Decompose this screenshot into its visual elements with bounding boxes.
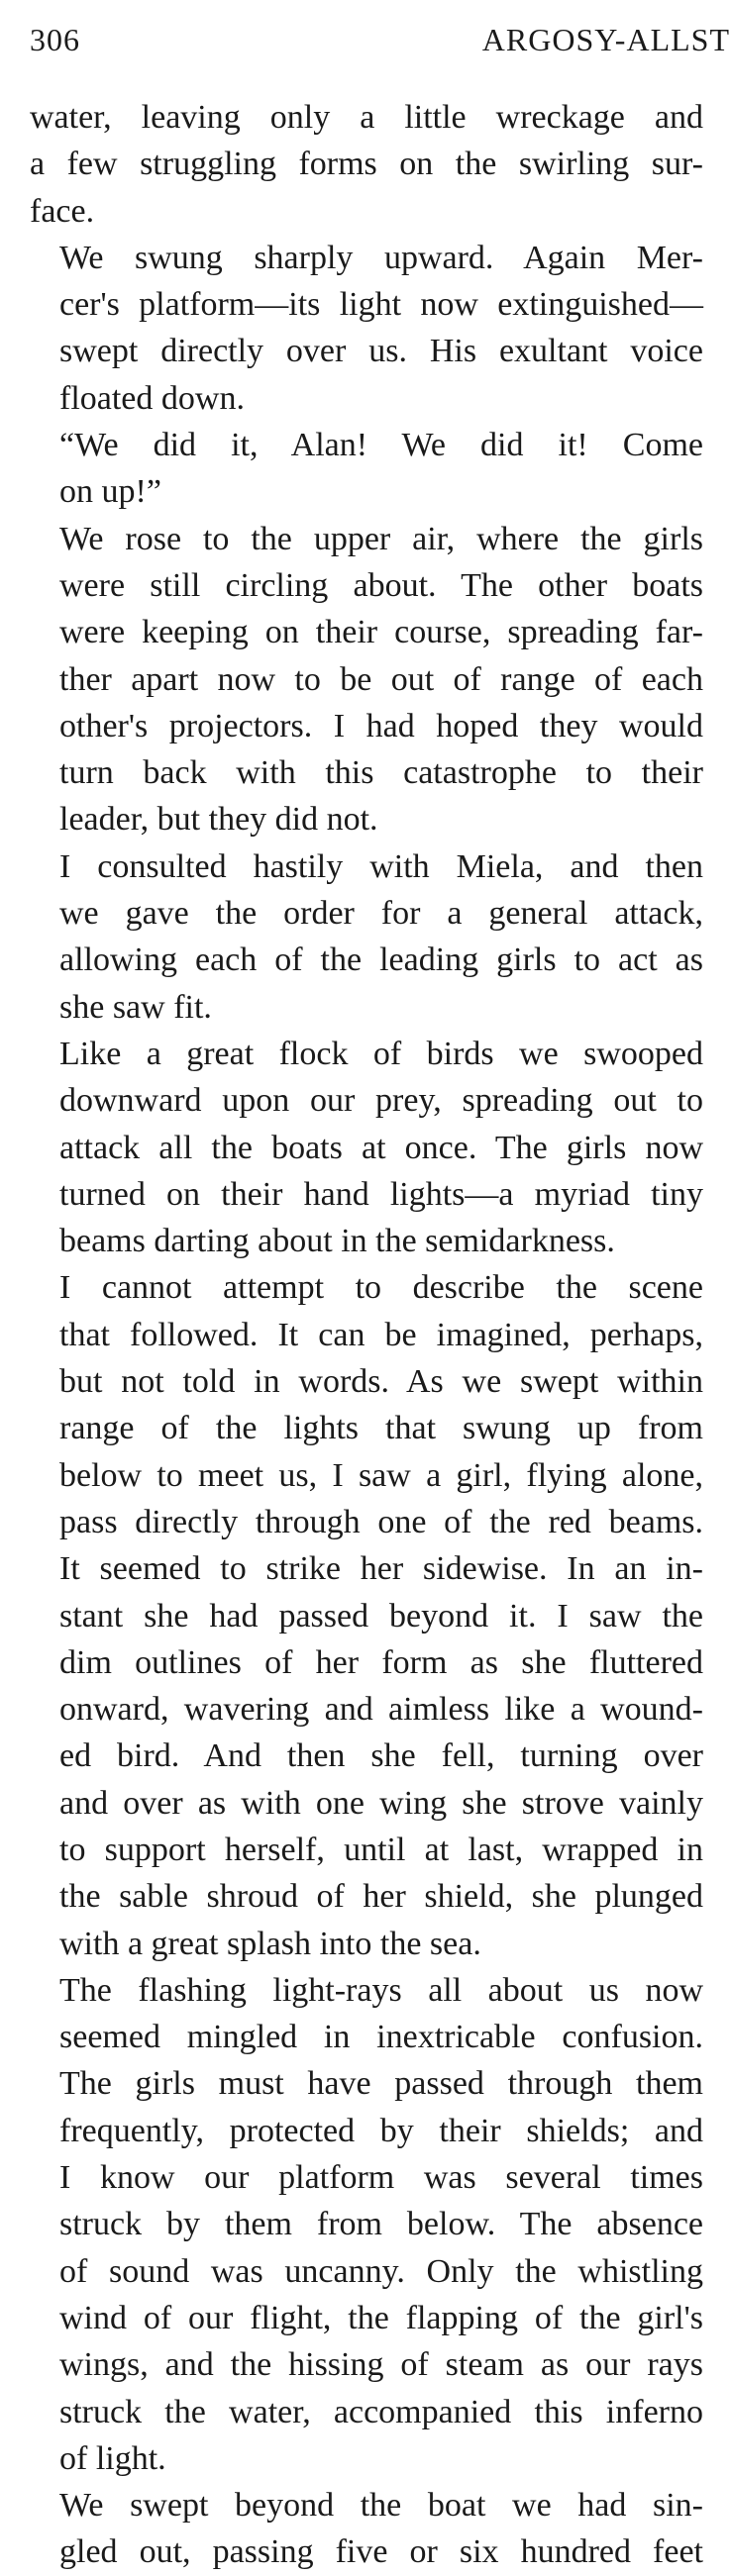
text-line: but not told in words. As we swept within — [59, 1363, 703, 1401]
text-line: range of the lights that swung up from — [59, 1410, 703, 1447]
text-line: ed bird. And then she fell, turning over — [59, 1737, 703, 1775]
text-line: floated down. — [59, 379, 245, 417]
text-line: turned on their hand lights—a myriad tiny — [59, 1175, 703, 1213]
text-line: I consulted hastily with Miela, and then — [59, 847, 703, 885]
text-line: pass directly through one of the red beams. — [59, 1503, 703, 1540]
paragraph — [30, 1031, 703, 1264]
text-line: cer's platform—its light now extinguished— — [59, 286, 703, 324]
text-line: It seemed to strike her sidewise. In an in- — [59, 1550, 703, 1588]
text-line: with a great splash into the sea. — [59, 1925, 481, 1962]
text-line: Like a great flock of birds we swooped — [59, 1035, 703, 1072]
text-line: she saw fit. — [59, 988, 212, 1026]
text-line: below to meet us, I saw a girl, flying alone, — [59, 1456, 703, 1494]
text-line: dim outlines of her form as she fluttered — [59, 1643, 703, 1681]
text-line: “We did it, Alan! We did it! Come — [59, 427, 703, 464]
text-line: struck the water, accompanied this inferno — [59, 2393, 703, 2430]
text-line: of sound was uncanny. Only the whistling — [59, 2252, 703, 2290]
text-line: frequently, protected by their shields; and — [59, 2112, 703, 2149]
text-line: face. — [30, 192, 95, 230]
text-line: leader, but they did not. — [59, 801, 378, 839]
text-line: downward upon our prey, spreading out to — [59, 1082, 703, 1120]
text-line: swept directly over us. His exultant voice — [59, 333, 703, 370]
text-line: ther apart now to be out of range of each — [59, 660, 703, 698]
text-line: a few struggling forms on the swirling sur- — [30, 146, 703, 183]
text-line: wind of our flight, the flapping of the girl's — [59, 2299, 703, 2336]
text-line: that followed. It can be imagined, perhaps, — [59, 1316, 703, 1353]
text-line: seemed mingled in inextricable confusion. — [59, 2019, 703, 2056]
text-line: were keeping on their course, spreading far- — [59, 614, 703, 651]
paragraph — [30, 1967, 703, 2482]
running-head: ARGOSY-ALLST — [481, 22, 730, 57]
text-line: We swung sharply upward. Again Mer- — [59, 239, 703, 276]
text-column — [30, 94, 703, 2576]
paragraph — [30, 1264, 703, 1966]
text-line: I cannot attempt to describe the scene — [59, 1269, 703, 1307]
page-number: 306 — [30, 22, 80, 57]
text-line: The girls must have passed through them — [59, 2065, 703, 2103]
text-line: and over as with one wing she strove vainly — [59, 1784, 703, 1822]
text-line: We swept beyond the boat we had sin- — [59, 2487, 703, 2525]
text-line: wings, and the hissing of steam as our rays — [59, 2346, 703, 2384]
text-line: we gave the order for a general attack, — [59, 895, 703, 933]
text-line: struck by them from below. The absence — [59, 2206, 703, 2243]
text-line: on up!” — [59, 473, 161, 511]
paragraph — [30, 422, 703, 516]
text-line: allowing each of the leading girls to act as — [59, 941, 703, 979]
paragraph — [30, 843, 703, 1031]
paragraph — [30, 235, 703, 422]
text-line: turn back with this catastrophe to their — [59, 754, 703, 792]
text-line: The flashing light-rays all about us now — [59, 1971, 703, 2009]
text-line: water, leaving only a little wreckage and — [30, 99, 703, 136]
text-line: of light. — [59, 2439, 166, 2477]
text-line: the sable shroud of her shield, she plunged — [59, 1878, 703, 1916]
paragraph — [30, 2482, 703, 2576]
text-line: attack all the boats at once. The girls now — [59, 1129, 703, 1166]
text-line: We rose to the upper air, where the girls — [59, 520, 703, 557]
page-header — [30, 22, 730, 71]
text-line: to support herself, until at last, wrapped in — [59, 1831, 703, 1868]
text-line: gled out, passing five or six hundred feet — [59, 2533, 703, 2571]
text-line: were still circling about. The other boats — [59, 566, 703, 604]
paragraph — [30, 516, 703, 843]
text-line: stant she had passed beyond it. I saw the — [59, 1597, 703, 1635]
text-line: I know our platform was several times — [59, 2159, 703, 2197]
text-line: onward, wavering and aimless like a wound- — [59, 1691, 703, 1729]
text-line: other's projectors. I had hoped they would — [59, 707, 703, 744]
text-line: beams darting about in the semidarkness. — [59, 1223, 615, 1260]
paragraph — [30, 94, 703, 235]
